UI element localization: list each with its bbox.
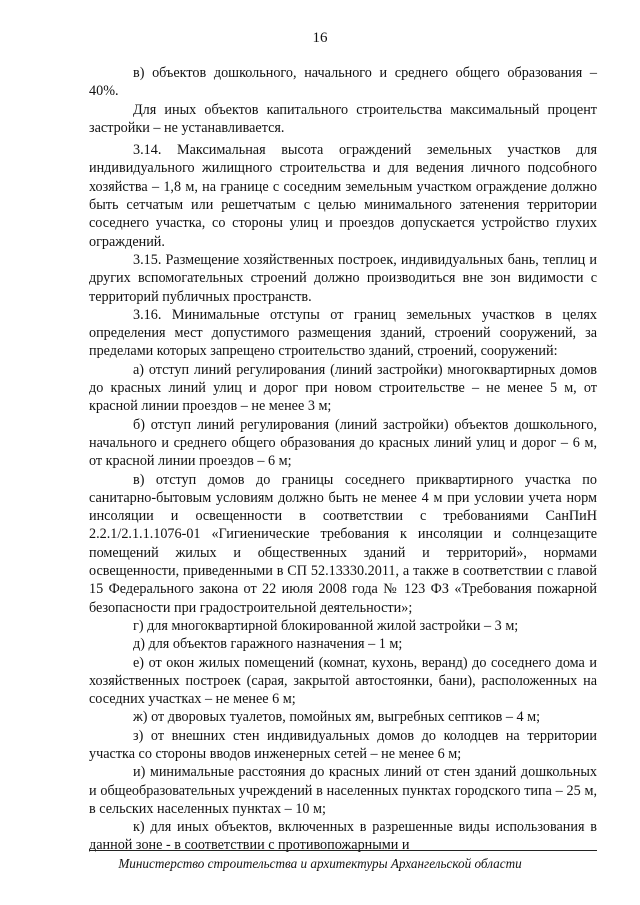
list-item: б) отступ линий регулирования (линий застройки) объектов дошкольного, начального и среднего общего образования до красных линий улиц и дорог – 6 м, от красной линии проездов – 6 м; <box>89 416 597 470</box>
list-item: е) от окон жилых помещений (комнат, кухонь, веранд) до соседнего дома и хозяйственных построек (сарая, закрытой автостоянки, бани), расположенных на соседних участках – не менее 6 м; <box>89 654 597 708</box>
footer-text: Министерство строительства и архитектуры Архангельской области <box>118 856 522 871</box>
paragraph: 3.16. Минимальные отступы от границ земельных участков в целях определения мест допустимого размещения зданий, строений сооружений, за пределами которых запрещено строительство зданий, строений, сооружений: <box>89 306 597 360</box>
list-item: в) отступ домов до границы соседнего приквартирного участка по санитарно-бытовым условиям должно быть не менее 4 м при условии учета норм инсоляции и освещенности в соответствии с требованиями СанПиН 2.2.1/2.1.1.1076-01 «Гигиенические требования к инсоляции и солнцезащите помещений жилых и общественных зданий и территорий», нормами освещенности, приведенными в СП 52.13330.2011, а также в соответствии с главой 15 Федерального закона от 22 июля 2008 года № 123 ФЗ «Требования пожарной безопасности при градостроительной деятельности»; <box>89 471 597 616</box>
footer-divider <box>89 850 597 851</box>
paragraph: Для иных объектов капитального строительства максимальный процент застройки – не устанавливается. <box>89 101 597 136</box>
paragraph: в) объектов дошкольного, начального и среднего общего образования – 40%. <box>89 65 597 100</box>
list-item: ж) от дворовых туалетов, помойных ям, выгребных септиков – 4 м; <box>133 709 541 726</box>
list-item: а) отступ линий регулирования (линий застройки) многоквартирных домов до красных линий улиц и дорог при новом строительстве – не менее 5 м, от красной линии проездов – не менее 3 м; <box>89 361 597 415</box>
list-item: и) минимальные расстояния до красных линий от стен зданий дошкольных и общеобразовательных учреждений в населенных пунктах городского типа – 25 м, в сельских населенных пунктах – 10 м; <box>89 764 597 817</box>
list-item: з) от внешних стен индивидуальных домов до колодцев на территории участка со стороны вводов инженерных сетей – не менее 6 м; <box>89 727 597 762</box>
body-text <box>89 64 597 855</box>
list-item: г) для многоквартирной блокированной жилой застройки – 3 м; <box>133 617 519 634</box>
paragraph: 3.14. Максимальная высота ограждений земельных участков для индивидуального жилищного строительства и для ведения личного подсобного хозяйства – 1,8 м, на границе с соседним земельным участком ограждение должно быть сетчатым или решетчатым с целью минимального затенения территории соседнего участка, со стороны улиц и проездов допускается устройство глухих ограждений. <box>89 142 597 250</box>
list-item: д) для объектов гаражного назначения – 1 м; <box>133 636 403 653</box>
list-item: к) для иных объектов, включенных в разрешенные виды использования в данной зоне - в соответствии с противопожарными и <box>89 819 597 854</box>
page-number: 16 <box>312 30 328 46</box>
paragraph: 3.15. Размещение хозяйственных построек, индивидуальных бань, теплиц и других вспомогательных строений должно производиться вне зон видимости с территорий публичных пространств. <box>89 251 597 305</box>
